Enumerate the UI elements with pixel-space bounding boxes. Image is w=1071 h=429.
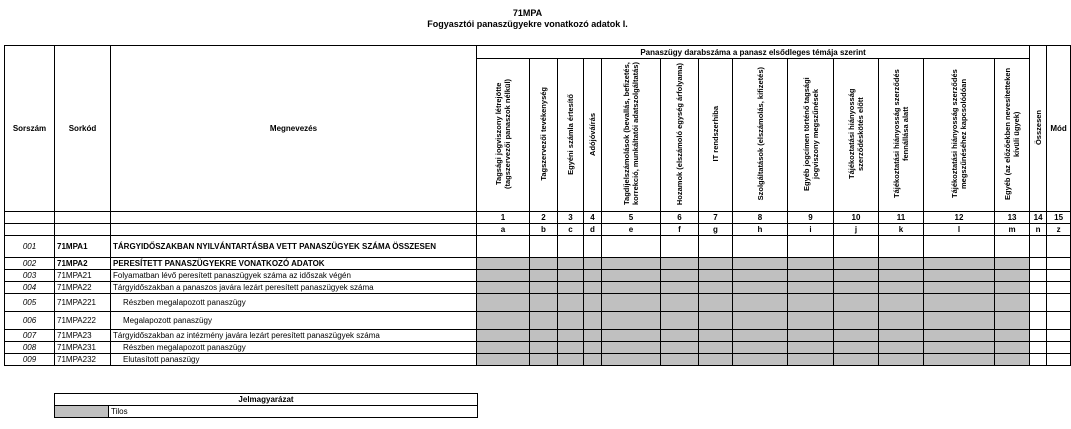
- data-cell: [558, 258, 584, 270]
- data-cell: [834, 354, 879, 366]
- col-number: 4: [584, 212, 602, 224]
- row-sorszam: 005: [5, 294, 55, 312]
- col-letter: m: [995, 224, 1030, 236]
- col-header-7: IT rendszerhiba: [699, 59, 733, 212]
- data-cell: [661, 294, 699, 312]
- data-cell: [584, 270, 602, 282]
- data-cell: [995, 294, 1030, 312]
- col-letter: b: [530, 224, 558, 236]
- data-cell[interactable]: [733, 236, 788, 258]
- data-cell: [584, 282, 602, 294]
- col-number: 8: [733, 212, 788, 224]
- data-cell[interactable]: [530, 236, 558, 258]
- data-cell: [924, 294, 995, 312]
- data-cell: [602, 330, 661, 342]
- data-cell: [477, 282, 530, 294]
- data-cell[interactable]: [1047, 330, 1071, 342]
- data-cell: [924, 258, 995, 270]
- header-spacer: [5, 224, 55, 236]
- col-header-sorkod: Sorkód: [55, 46, 111, 212]
- col-header-5: Tagdíjelszámolások (bevallás, befizetés, korrekció, munkáltatói adatszolgáltatás): [602, 59, 661, 212]
- data-cell: [879, 270, 924, 282]
- col-number: 12: [924, 212, 995, 224]
- col-letter: i: [788, 224, 834, 236]
- header-spacer: [55, 212, 111, 224]
- col-header-3: Egyéni számla értesítő: [558, 59, 584, 212]
- data-cell: [879, 330, 924, 342]
- row-sorszam: 004: [5, 282, 55, 294]
- data-cell[interactable]: [1047, 270, 1071, 282]
- data-cell: [924, 354, 995, 366]
- col-number: 14: [1030, 212, 1047, 224]
- data-cell: [602, 354, 661, 366]
- data-cell[interactable]: [1047, 342, 1071, 354]
- data-cell: [602, 258, 661, 270]
- data-cell: [924, 342, 995, 354]
- group-header: Panaszügy darabszáma a panasz elsődleges témája szerint: [477, 46, 1030, 59]
- data-cell[interactable]: [558, 236, 584, 258]
- col-number: 11: [879, 212, 924, 224]
- data-cell: [733, 294, 788, 312]
- col-letter: z: [1047, 224, 1071, 236]
- form-code: 71MPA: [512, 8, 543, 18]
- data-cell[interactable]: [477, 236, 530, 258]
- col-letter: n: [1030, 224, 1047, 236]
- data-cell: [699, 312, 733, 330]
- data-cell: [584, 258, 602, 270]
- data-cell[interactable]: [1047, 354, 1071, 366]
- data-cell[interactable]: [879, 236, 924, 258]
- table-row: [5, 270, 1071, 282]
- col-header-12: Tájékoztatási hiányosság szerződés megszűnéséhez kapcsolódóan: [924, 59, 995, 212]
- data-cell: [995, 312, 1030, 330]
- data-cell: [530, 282, 558, 294]
- data-cell: [788, 342, 834, 354]
- legend: [54, 393, 478, 418]
- data-cell: [788, 354, 834, 366]
- col-letter: l: [924, 224, 995, 236]
- data-cell: [834, 330, 879, 342]
- col-letter: d: [584, 224, 602, 236]
- col-header-15: Mód: [1047, 46, 1071, 212]
- data-cell: [733, 270, 788, 282]
- row-sorkod: 71MPA22: [55, 282, 111, 294]
- col-header-11: Tájékoztatási hiányosság szerződés fennállása alatt: [879, 59, 924, 212]
- header-spacer: [111, 224, 477, 236]
- data-cell: [602, 270, 661, 282]
- data-cell: [558, 354, 584, 366]
- data-cell: [995, 330, 1030, 342]
- data-cell: [788, 270, 834, 282]
- data-cell: [788, 330, 834, 342]
- row-megnevezes: Részben megalapozott panaszügy: [111, 342, 477, 354]
- data-cell[interactable]: [699, 236, 733, 258]
- row-megnevezes: Elutasított panaszügy: [111, 354, 477, 366]
- col-number: 10: [834, 212, 879, 224]
- col-number: 2: [530, 212, 558, 224]
- data-cell: [661, 354, 699, 366]
- data-cell: [584, 342, 602, 354]
- data-cell[interactable]: [1030, 312, 1047, 330]
- table-row: [5, 312, 1071, 330]
- col-letter: j: [834, 224, 879, 236]
- row-megnevezes: TÁRGYIDŐSZAKBAN NYILVÁNTARTÁSBA VETT PANASZÜGYEK SZÁMA ÖSSZESEN: [111, 236, 477, 258]
- data-cell[interactable]: [1030, 258, 1047, 270]
- row-sorkod: 71MPA231: [55, 342, 111, 354]
- col-letter: a: [477, 224, 530, 236]
- data-cell: [477, 342, 530, 354]
- data-cell: [530, 354, 558, 366]
- data-cell: [477, 258, 530, 270]
- row-sorszam: 001: [5, 236, 55, 258]
- data-cell: [733, 342, 788, 354]
- data-cell: [834, 294, 879, 312]
- data-cell: [995, 270, 1030, 282]
- col-header-10: Tájékoztatási hiányosság szerződéskötés előtt: [834, 59, 879, 212]
- data-cell: [477, 330, 530, 342]
- data-cell[interactable]: [1030, 342, 1047, 354]
- data-cell[interactable]: [834, 236, 879, 258]
- data-cell: [834, 258, 879, 270]
- data-cell: [788, 312, 834, 330]
- row-sorkod: 71MPA1: [55, 236, 111, 258]
- col-number: 7: [699, 212, 733, 224]
- row-megnevezes: Részben megalapozott panaszügy: [111, 294, 477, 312]
- data-cell: [558, 282, 584, 294]
- data-cell: [530, 258, 558, 270]
- data-cell: [661, 342, 699, 354]
- row-sorkod: 71MPA221: [55, 294, 111, 312]
- data-cell: [699, 270, 733, 282]
- table-row: [5, 354, 1071, 366]
- data-cell[interactable]: [1047, 282, 1071, 294]
- data-cell: [995, 342, 1030, 354]
- data-cell: [699, 258, 733, 270]
- data-cell: [995, 354, 1030, 366]
- data-cell: [530, 270, 558, 282]
- data-cell: [558, 342, 584, 354]
- data-cell: [879, 294, 924, 312]
- data-cell: [879, 282, 924, 294]
- data-cell: [834, 312, 879, 330]
- data-cell: [530, 312, 558, 330]
- legend-gray-label: Tilos: [109, 406, 478, 418]
- data-cell: [661, 330, 699, 342]
- row-sorkod: 71MPA222: [55, 312, 111, 330]
- data-cell[interactable]: [1030, 236, 1047, 258]
- row-sorszam: 006: [5, 312, 55, 330]
- data-cell: [530, 294, 558, 312]
- header-spacer: [55, 224, 111, 236]
- col-number: 13: [995, 212, 1030, 224]
- legend-title: Jelmagyarázat: [55, 394, 478, 406]
- data-cell: [879, 354, 924, 366]
- data-cell: [661, 258, 699, 270]
- data-cell[interactable]: [602, 236, 661, 258]
- data-cell: [530, 330, 558, 342]
- col-number: 15: [1047, 212, 1071, 224]
- data-cell: [834, 342, 879, 354]
- data-cell[interactable]: [1030, 282, 1047, 294]
- data-cell: [584, 294, 602, 312]
- data-cell[interactable]: [995, 236, 1030, 258]
- col-letter: g: [699, 224, 733, 236]
- row-sorszam: 007: [5, 330, 55, 342]
- data-cell: [879, 342, 924, 354]
- data-cell: [733, 354, 788, 366]
- data-cell[interactable]: [1030, 354, 1047, 366]
- data-cell[interactable]: [1030, 330, 1047, 342]
- table-row: [5, 282, 1071, 294]
- data-cell[interactable]: [584, 236, 602, 258]
- data-cell: [699, 342, 733, 354]
- col-letter: c: [558, 224, 584, 236]
- col-letter: e: [602, 224, 661, 236]
- data-cell: [699, 330, 733, 342]
- data-cell: [834, 282, 879, 294]
- col-letter: k: [879, 224, 924, 236]
- header-spacer: [111, 212, 477, 224]
- data-cell[interactable]: [1047, 258, 1071, 270]
- data-cell: [788, 294, 834, 312]
- table-row: [5, 342, 1071, 354]
- col-number: 1: [477, 212, 530, 224]
- data-cell: [995, 258, 1030, 270]
- col-header-sorszam: Sorszám: [5, 46, 55, 212]
- data-cell: [602, 342, 661, 354]
- row-megnevezes: PERESÍTETT PANASZÜGYEKRE VONATKOZÓ ADATOK: [111, 258, 477, 270]
- data-cell: [699, 294, 733, 312]
- data-cell: [558, 330, 584, 342]
- data-cell: [788, 258, 834, 270]
- row-sorszam: 009: [5, 354, 55, 366]
- col-header-2: Tagszervezői tevékenység: [530, 59, 558, 212]
- data-cell: [584, 354, 602, 366]
- row-sorkod: 71MPA2: [55, 258, 111, 270]
- data-cell: [558, 294, 584, 312]
- data-cell[interactable]: [924, 236, 995, 258]
- table-row: [5, 236, 1071, 258]
- data-cell: [477, 354, 530, 366]
- row-sorszam: 002: [5, 258, 55, 270]
- data-cell: [558, 270, 584, 282]
- data-cell: [699, 282, 733, 294]
- data-cell[interactable]: [1047, 294, 1071, 312]
- col-header-6: Hozamok (elszámoló egység árfolyama): [661, 59, 699, 212]
- data-cell: [477, 294, 530, 312]
- col-header-9: Egyéb jogcímen történő tagsági jogviszony megszűnések: [788, 59, 834, 212]
- col-header-4: Adójóváírás: [584, 59, 602, 212]
- data-cell: [733, 330, 788, 342]
- data-cell: [924, 282, 995, 294]
- col-header-14: Összesen: [1030, 46, 1047, 212]
- data-cell: [924, 312, 995, 330]
- data-cell: [477, 312, 530, 330]
- header-spacer: [5, 212, 55, 224]
- data-cell: [584, 330, 602, 342]
- data-cell: [477, 270, 530, 282]
- table-row: [5, 258, 1071, 270]
- col-header-megnevezes: Megnevezés: [111, 46, 477, 212]
- data-cell: [602, 294, 661, 312]
- data-cell: [661, 312, 699, 330]
- col-header-8: Szolgáltatások (elszámolás, kifizetés): [733, 59, 788, 212]
- data-cell: [661, 282, 699, 294]
- form-title: Fogyasztói panaszügyekre vonatkozó adatok I.: [427, 19, 628, 29]
- data-cell: [602, 282, 661, 294]
- data-cell: [879, 258, 924, 270]
- data-cell: [661, 270, 699, 282]
- data-cell[interactable]: [1030, 270, 1047, 282]
- data-cell: [924, 330, 995, 342]
- data-cell[interactable]: [788, 236, 834, 258]
- legend-gray-swatch: [55, 406, 109, 418]
- data-cell: [834, 270, 879, 282]
- row-megnevezes: Folyamatban lévő peresített panaszügyek száma az időszak végén: [111, 270, 477, 282]
- table-row: [5, 294, 1071, 312]
- row-megnevezes: Tárgyidőszakban az intézmény javára lezárt peresített panaszügyek száma: [111, 330, 477, 342]
- col-letter: f: [661, 224, 699, 236]
- data-cell: [558, 312, 584, 330]
- data-cell: [530, 342, 558, 354]
- table-row: [5, 330, 1071, 342]
- row-sorkod: 71MPA23: [55, 330, 111, 342]
- col-number: 3: [558, 212, 584, 224]
- data-cell: [788, 282, 834, 294]
- col-number: 9: [788, 212, 834, 224]
- data-cell: [733, 258, 788, 270]
- row-sorkod: 71MPA21: [55, 270, 111, 282]
- data-cell: [733, 282, 788, 294]
- data-cell[interactable]: [1047, 236, 1071, 258]
- data-cell: [699, 354, 733, 366]
- col-header-1: Tagsági jogviszony létrejötte (tagszervezői panaszok nélkül): [477, 59, 530, 212]
- row-megnevezes: Megalapozott panaszügy: [111, 312, 477, 330]
- data-cell[interactable]: [1047, 312, 1071, 330]
- data-cell: [584, 312, 602, 330]
- data-cell: [733, 312, 788, 330]
- row-sorszam: 003: [5, 270, 55, 282]
- data-cell: [924, 270, 995, 282]
- row-megnevezes: Tárgyidőszakban a panaszos javára lezárt peresített panaszügyek száma: [111, 282, 477, 294]
- col-letter: h: [733, 224, 788, 236]
- data-cell[interactable]: [661, 236, 699, 258]
- data-cell[interactable]: [1030, 294, 1047, 312]
- data-cell: [995, 282, 1030, 294]
- row-sorszam: 008: [5, 342, 55, 354]
- col-header-13: Egyéb (az előzőekben nevesítetteken kívüli ügyek): [995, 59, 1030, 212]
- col-number: 6: [661, 212, 699, 224]
- data-cell: [879, 312, 924, 330]
- col-number: 5: [602, 212, 661, 224]
- row-sorkod: 71MPA232: [55, 354, 111, 366]
- data-cell: [602, 312, 661, 330]
- data-table: [4, 45, 1071, 366]
